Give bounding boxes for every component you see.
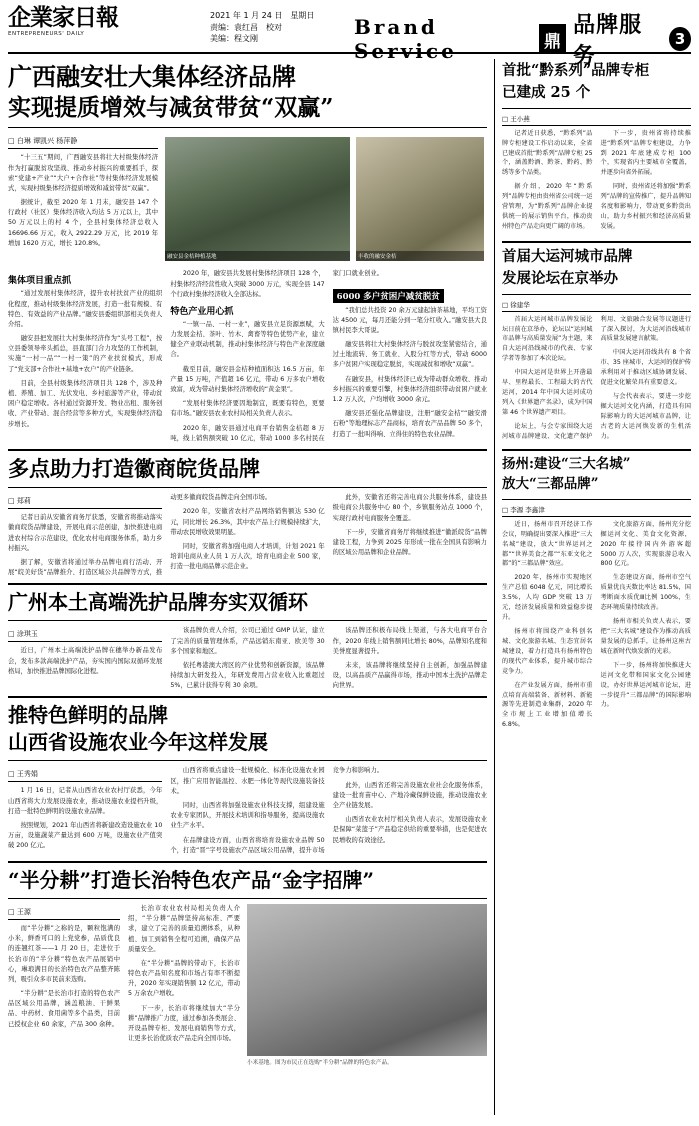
article-guangzhou-care (8, 590, 487, 691)
article4-headline-line-1: 推特色鲜明的品牌 (8, 703, 168, 728)
lead-paragraph-1: “十三五”期间，广西融安县将壮大村级集体经济作为打赢脱贫攻坚战、推动乡村振兴的重要抓手，探索“党建+产业”“大户+合作社”等村集体经济发展模式，实现村级集体经济提质增效和减贫带贫“双赢”。 (8, 154, 158, 192)
article3-byline: □ 涂琪玉 (8, 629, 162, 642)
newspaper-title-en: ENTREPRENEURS' DAILY (8, 31, 85, 37)
article3-headline: 广州本土高端洗护品牌夯实双循环 (8, 590, 308, 615)
right-a3-paragraph-3: 扬州市将围绕产业科创名城、文化旅游名城、生态宜居名城建设，着力打造具有扬州特色的现代产业体系，提升城市综合竞争力。 (502, 627, 593, 675)
right-column (495, 59, 691, 1115)
lead-paragraph-8: 截至目前，融安县金桔种植面积达 16.5 万亩，年产量 15 万吨，产值超 16 亿元，带动 6 万多农户增收致富，成为带动村集体经济增收的“黄金果”。 (170, 365, 325, 393)
lead-paragraph-4: 融安县把发展壮大村集体经济作为“头号工程”，按立县委领导牵头抓总，县直部门合力攻坚的工作机制，实施“一村一品”“一村一策”的产业扶贫模式，形成了“党支部+合作社+基地+农户”的产业链条。 (8, 335, 163, 373)
masthead-meta (204, 6, 354, 45)
article5-paragraph-2: “半分耕”是长治市打造的特色农产品区域公用品牌，涵盖粮油、干鲜果品、中药材、食用菌等多个品类，目前已授权企业 60 余家，产品 300 余种。 (8, 990, 120, 1028)
editor-line-2: 美编：程文刚 (210, 34, 258, 44)
right-a1-paragraph-4: 同时，贵州省还将加强“黔系列”品牌的宣传推广，提升品牌知名度和影响力，带动更多黔货出山，助力乡村振兴和经济高质量发展。 (600, 183, 691, 230)
article-qian-series (502, 62, 691, 236)
right-a1-byline: □ 王小燕 (502, 114, 691, 126)
article4-paragraph-6: 此外，山西省还将完善设施农业社会化服务体系，建设一批育苗中心、产地冷藏保鲜设施，推动设施农业全产业链发展。 (332, 781, 487, 809)
article4-paragraph-1: 1 月 16 日，记者从山西省农业农村厅获悉，今年山西省将大力发展设施农业，推动设施农业提档升级，打造一批特色鲜明的设施农业品牌。 (8, 787, 163, 815)
article5-photo-caption-left: 小米基地。图为市民正在选购“半分耕”品牌的特色农产品。 (247, 1059, 393, 1066)
article4-paragraph-7: 山西省农业农村厅相关负责人表示，发展设施农业是保障“菜篮子”产品稳定供给的重要举措，也是促进农民增收的有效途径。 (332, 816, 487, 844)
article5-photo-group (247, 904, 487, 1066)
lead-paragraph-3: “通过发展村集体经济，提升农村扶贫产业的组织化程度，推动村级集体经济发展，打造一批有规模、有特色、有效益的产业品牌。”融安县委组织部相关负责人介绍。 (8, 290, 163, 328)
editor-line-1: 责编：袁红昌 校对 (210, 22, 282, 32)
article3-paragraph-4: 该品牌还积极布局线上渠道，与各大电商平台合作，2020 年线上销售额同比增长 80%，品牌知名度和美誉度显著提升。 (332, 627, 487, 655)
right-a3-paragraph-2: 2020 年，扬州市实现地区生产总值 6048 亿元，同比增长 3.5%，人均 GDP 突破 13 万元，经济发展质量和效益稳步提升。 (502, 574, 593, 622)
lead-paragraph-6: 2020 年，融安县共发展村集体经济项目 128 个，村集体经济经营性收入突破 3000 万元，实现全县 147 个行政村集体经济收入全部达标。 (170, 270, 325, 298)
article5-byline: □ 王源 (8, 907, 120, 920)
lead-paragraph-5: 目前，全县村级集体经济项目共 128 个，涉及种植、养殖、加工、光伏发电、乡村旅游等产业，带动贫困户稳定增收。各村通过资源开发、物业出租、服务创收、产业带动、混合经营等多种方式，实现集体经济稳步增长。 (8, 379, 163, 428)
lead-photo-caption-1: 融安县金桔种植基地 (165, 251, 350, 261)
masthead (8, 4, 691, 69)
article4-byline: □ 王秀娟 (8, 769, 162, 782)
lead-headline-line-2: 实现提质增效与减贫带贫“双赢” (8, 94, 334, 122)
article3-paragraph-1: 近日，广州本土高端洗护品牌在穗举办新品发布会，发布多款高端洗护产品，夯实国内国际双循环发展格局，加快推进品牌国际化进程。 (8, 647, 163, 675)
main-column (8, 59, 495, 1115)
issue-date: 2021 年 1 月 24 日 星期日 (210, 11, 315, 20)
lead-paragraph-13: 在融安县，村集体经济已成为带动群众增收、推动乡村振兴的重要引擎，村集体经济组织带动贫困户就业 1.2 万人次，户均增收 3000 余元。 (332, 375, 487, 403)
article5-text (8, 904, 240, 1066)
right-a2-paragraph-1: 首届大运河城市品牌发展论坛日前在京举办，论坛以“运河城市品牌与高质量发展”为主题，来自大运河沿线城市的代表、专家学者等参加了本次论坛。 (502, 315, 593, 363)
right-a3-paragraph-1: 近日，扬州市召开经济工作会议，明确提出要深入推进“三大名城”建设，放大“世界运河之都”“世界美食之都”“东亚文化之都”的“三都品牌”效应。 (502, 520, 593, 568)
article4-paragraph-4: 同时，山西省将加强设施农业科技支撑，组建设施农业专家团队，开展技术培训和指导服务，提高设施农业生产水平。 (170, 802, 325, 830)
article4-paragraph-3: 山西省将重点建设一批规模化、标准化设施农业园区，推广应用智能温控、水肥一体化等现代设施装备技术。 (170, 767, 325, 795)
article2-headline: 多点助力打造徽商皖货品牌 (8, 455, 260, 481)
lead-section-title-1: 集体项目重点抓 (8, 276, 72, 287)
lead-paragraph-12: 融安县将壮大村集体经济与脱贫攻坚紧密结合，通过土地流转、务工就业、入股分红等方式，带动 6000 多户贫困户实现稳定脱贫，实现减贫和增收“双赢”。 (332, 341, 487, 369)
page-body (8, 59, 691, 1115)
lead-paragraph-14: 融安县还强化品牌建设，注册“融安金桔”“融安滑石粉”等地理标志产品商标，培育农产品品牌 50 多个，打造了一批叫得响、立得住的特色农业品牌。 (332, 410, 487, 438)
right-a2-headline-line-2: 发展论坛在京举办 (502, 269, 618, 287)
right-a3-paragraph-5: 文化旅游方面，扬州充分挖掘运河文化、美食文化资源，2020 年接待国内外游客超 5000 万人次，实现旅游总收入 800 亿元。 (600, 520, 691, 568)
right-a3-headline-line-1: 扬州:建设“三大名城” (502, 455, 631, 472)
article5-paragraph-5: 下一步，长治市将继续加大“半分耕”品牌推广力度，通过参加各类展会、开设品牌专柜、发展电商销售等方式，让更多长治优质农产品走向全国市场。 (128, 1004, 240, 1043)
right-a2-paragraph-3: 论坛上，与会专家围绕大运河城市品牌建设、文化遗产保护利用、文旅融合发展等议题进行了深入探讨，为大运河沿线城市高质量发展建言献策。 (502, 315, 691, 440)
article-anhui-brand (8, 456, 487, 578)
right-a1-paragraph-2: 据介绍，2020 年“黔系列”品牌专柜由贵州省公司统一运营管理，为“黔系列”品牌企业提供统一的展示销售平台，推动贵州特色产品走向更广阔的市场。 (502, 183, 593, 230)
masthead-nameplate (8, 6, 204, 37)
right-a1-paragraph-1: 记者近日获悉，“黔系列”品牌专柜建设工作启动以来，全省已建成首批“黔系列”品牌专柜 25 个，涵盖黔酒、黔茶、黔药、黔绣等多个品类。 (502, 129, 593, 177)
right-a3-paragraph-7: 扬州市相关负责人表示，要把“三大名城”建设作为推动高质量发展的总抓手，让扬州这座古城在新时代焕发新的光彩。 (600, 618, 691, 655)
lead-byline: □ 白琳 谭凯兴 杨萍静 (8, 136, 158, 149)
right-a2-byline: □ 徐建华 (502, 300, 691, 312)
section-title-en: Brand Service (353, 15, 457, 63)
lead-section-title-3: 6000 多户贫困户减贫脱贫 (333, 289, 444, 303)
lead-photo-caption-2: 丰收的融安金桔 (356, 251, 484, 261)
article3-paragraph-2: 该品牌负责人介绍，公司已通过 GMP 认证，建立了完善的质量管理体系，产品远销东南亚、欧美等 30 多个国家和地区。 (170, 627, 325, 655)
article-lead (8, 62, 487, 444)
article2-paragraph-2: 据了解，安徽省将通过举办品牌电商行活动、开展“皖美好货”品牌推介、打造区域公共品牌等方式，推动更多徽商皖货品牌走向全国市场。 (8, 494, 272, 577)
lead-photo-landscape (165, 137, 350, 261)
article-shanxi-agri (8, 703, 487, 856)
article-yangzhou-brands (502, 456, 691, 731)
right-a1-headline-line-1: 首批“黔系列”品牌专柜 (502, 62, 650, 79)
right-a3-paragraph-6: 生态建设方面，扬州市空气质量优良天数比率达 81.5%，国考断面水质优Ⅲ比例 100%，生态环境质量持续改善。 (600, 574, 691, 612)
article3-paragraph-5: 未来，该品牌将继续坚持自主创新，加强品牌建设，以高品质产品赢得市场，推动中国本土洗护品牌走向世界。 (332, 661, 487, 690)
lead-paragraph-7: “一镇一品、一村一业”，融安县立足资源禀赋，大力发展金桔、茶叶、竹木、禽畜等特色优势产业，建立健全产业联动机制，推动村集体经济与特色产业深度融合。 (170, 320, 325, 359)
seal-icon: 鼎 (539, 24, 566, 54)
lead-photo-fruit (356, 137, 484, 261)
right-a3-paragraph-4: 在产业发展方面，扬州市重点培育高端装备、新材料、新能源等先进制造业集群，2020 年全市规上工业增加值增长 6.8%。 (502, 681, 593, 729)
right-a2-paragraph-5: 与会代表表示，要进一步挖掘大运河文化内涵，打造具有国际影响力的大运河城市品牌，让古老的大运河焕发新的生机活力。 (600, 393, 691, 440)
newspaper-title: 企業家日報 (8, 4, 118, 31)
article5-photo-store (247, 904, 487, 1056)
article2-paragraph-6: 下一步，安徽省商务厅将继续推进“徽派皖货”品牌建设工程，力争到 2025 年形成一批在全国具有影响力的区域公用品牌和企业品牌。 (332, 528, 487, 557)
article2-byline: □ 郑莉 (8, 496, 162, 509)
lead-paragraph-11: “我们总共投资 20 余万元建起油茶基地，平均工资达 4500 元，每月还能分到一笔分红收入。”融安县大良镇村民李大哥说。 (332, 306, 487, 334)
article5-paragraph-1: 而“半分耕”之称的是，颗粒饱满的小米，鲜香可口的上党党参，品质优良的连翘红茶——1 月 20 日，走进位于长治市的“半分耕”特色农产品展销中心，琳琅满目的长治特色农产品整齐陈列，吸引众多市民前来选购。 (8, 924, 120, 983)
article-canal-forum (502, 248, 691, 444)
article4-headline-line-2: 山西省设施农业今年这样发展 (8, 730, 268, 755)
article4-paragraph-2: 按照规划，2021 年山西省将新建改造设施农业 10 万亩，设施蔬菜产量达到 600 万吨，设施农业产值突破 200 亿元。 (8, 822, 163, 850)
section-title-cn: 品牌服务 (573, 12, 643, 69)
article5-headline: “半分耕”打造长治特色农产品“金字招牌” (8, 867, 375, 892)
article5-paragraph-4: 在“半分耕”品牌的带动下，长治市特色农产品知名度和市场占有率不断提升，2020 年实现销售额 12 亿元，带动 5 万余农户增收。 (128, 959, 240, 998)
right-a2-paragraph-4: 中国大运河沿线共有 8 个省市、35 座城市，大运河的保护传承利用对于推动区域协调发展、促进文化繁荣具有重要意义。 (600, 349, 691, 387)
right-a1-paragraph-3: 下一步，贵州省将持续推进“黔系列”品牌专柜建设，力争到 2021 年底建成专柜 100 个，实现省内主要城市全覆盖，并逐步向省外拓展。 (600, 129, 691, 177)
right-a2-paragraph-2: 中国大运河是世界上开凿最早、里程最长、工程最大的古代运河，2014 年中国大运河成功列入《世界遗产名录》，成为中国第 46 个世界遗产项目。 (502, 369, 593, 416)
article2-paragraph-5: 此外，安徽省还将完善电商公共服务体系，建设县级电商公共服务中心 80 个，乡镇服务站点 1000 个，实现行政村电商服务全覆盖。 (332, 494, 487, 522)
right-a1-headline-line-2: 已建成 25 个 (502, 83, 591, 101)
lead-paragraph-9: “发展村集体经济要因地制宜，既要有特色，更要有市场。”融安县农业农村局相关负责人表示。 (170, 400, 325, 418)
right-a2-headline-line-1: 首届大运河城市品牌 (502, 247, 633, 265)
right-a3-headline-line-2: 放大“三都品牌” (502, 476, 599, 493)
lead-section-title-2: 特色产业用心抓 (170, 306, 234, 317)
article4-paragraph-5: 在品牌建设方面，山西省将培育设施农业品牌 50 个，打造“晋”字号设施农产品区域公用品牌，提升市场竞争力和影响力。 (170, 767, 384, 854)
right-a3-paragraph-8: 下一步，扬州将加快推进大运河文化带和国家文化公园建设，办好世界运河城市论坛，进一步提升“三都品牌”的国际影响力。 (600, 661, 691, 709)
article2-paragraph-3: 2020 年，安徽省农村产品网络销售额达 530 亿元，同比增长 26.3%，其中农产品上行规模持续扩大，带动农民增收效果明显。 (170, 508, 325, 536)
lead-text-left (8, 133, 158, 265)
article3-paragraph-3: 依托粤港澳大湾区的产业优势和创新资源，该品牌持续加大研发投入，年研发费用占营业收入比重超过 5%，已累计获得专利 30 余项。 (170, 661, 325, 690)
page-number-badge: 3 (669, 27, 691, 51)
right-a3-byline: □ 李源 李鑫津 (502, 505, 691, 517)
lead-paragraph-10: 2020 年，融安县通过电商平台销售金桔超 8 万吨，线上销售额突破 10 亿元，带动 1000 多名村民在家门口就业创业。 (170, 270, 384, 442)
article2-paragraph-1: 记者日前从安徽省商务厅获悉，安徽省将推动落实徽商皖货品牌建设，开展电商示范创建，加快推进电商进农村综合示范建设，优化农村电商服务体系，助力乡村振兴。 (8, 514, 163, 552)
lead-photo-group (165, 133, 487, 265)
article-changzhi-banfengeng (8, 868, 487, 1066)
article5-paragraph-3: 长治市农业农村局相关负责人介绍，“半分耕”品牌坚持高标准、严要求，建立了完善的质量追溯体系，从种植、加工到销售全程可追溯，确保产品质量安全。 (128, 904, 240, 953)
lead-paragraph-2: 据统计，截至 2020 年 1 月末，融安县 147 个行政村（社区）集体经济收入均达 5 万元以上，其中 50 万元以上的村 4 个，全县村集体经济总收入 16696.66 万元，收入 2922.29 万元，比 2019 年增加 1620 万元，增长 120.8%。 (8, 199, 158, 247)
lead-headline-line-1: 广西融安壮大集体经济品牌 (8, 62, 296, 91)
article2-paragraph-4: 同时，安徽省将加强电商人才培训，计划 2021 年培训电商从业人员 1 万人次，培育电商企业 500 家，打造一批电商品牌示范企业。 (170, 542, 325, 571)
